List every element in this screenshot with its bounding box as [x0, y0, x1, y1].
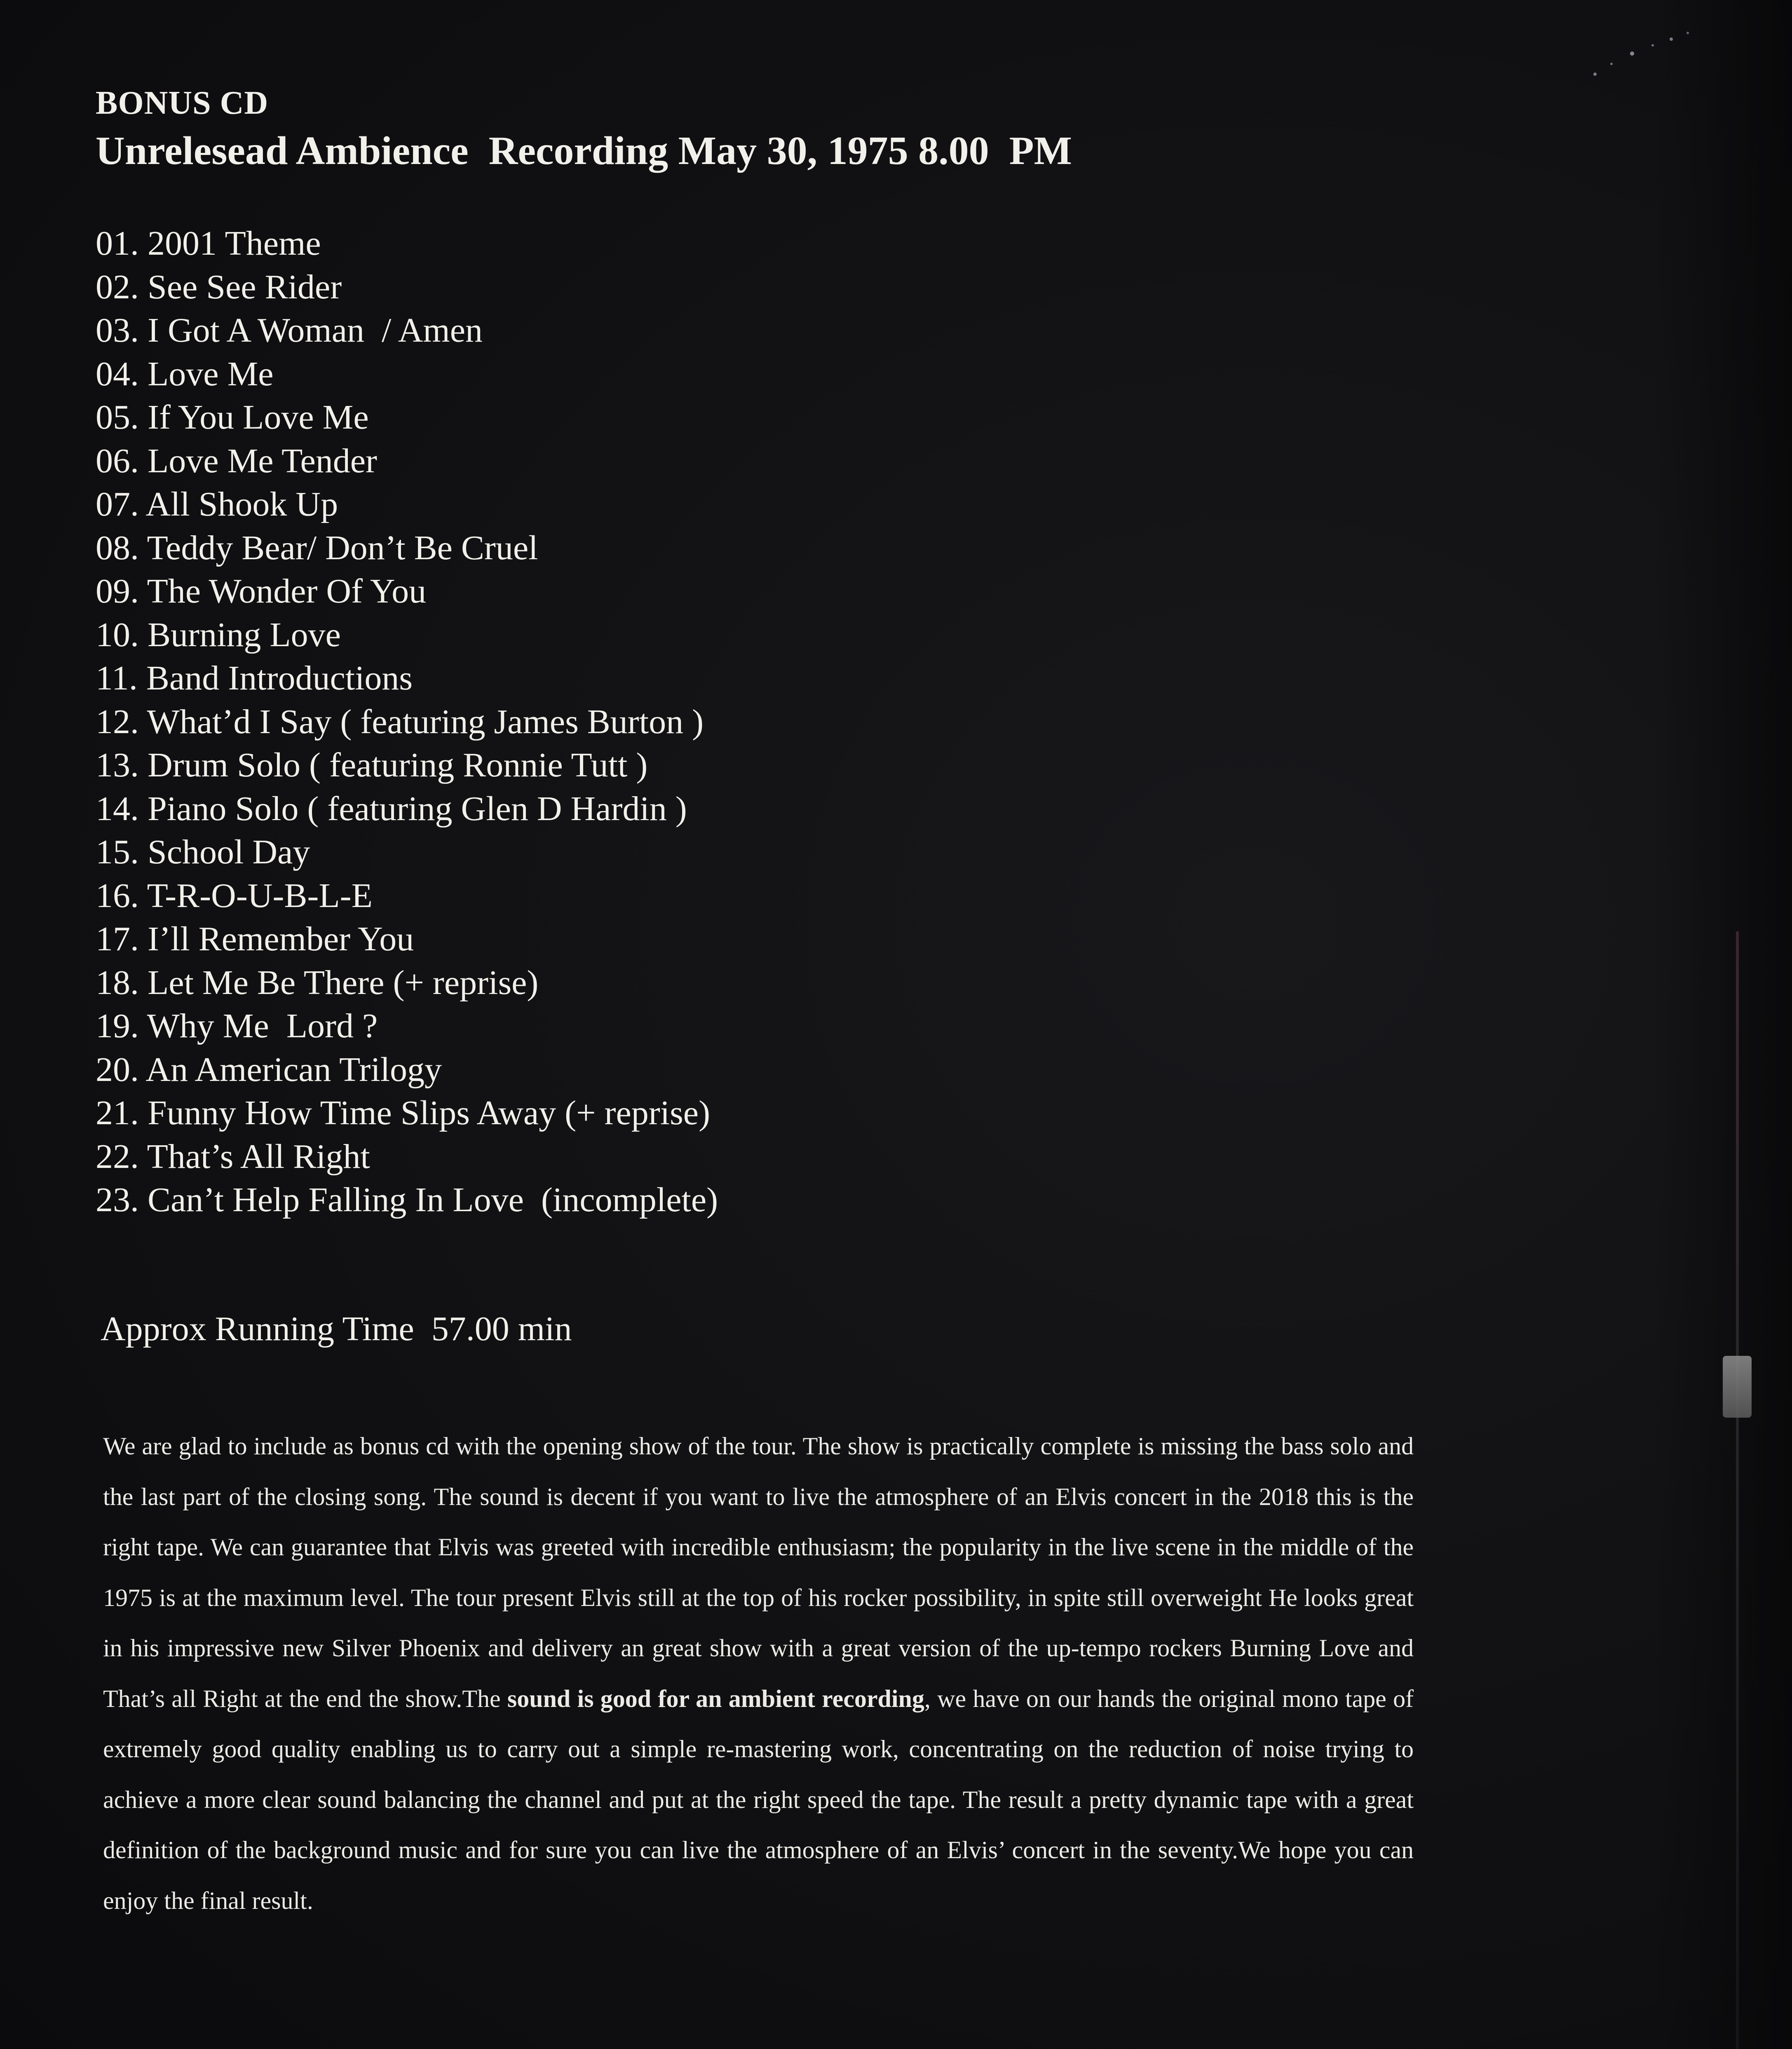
- track-item: 11. Band Introductions: [96, 659, 413, 697]
- track-item: 03. I Got A Woman / Amen: [96, 311, 483, 349]
- track-item: 01. 2001 Theme: [96, 224, 321, 263]
- track-item: 18. Let Me Be There (+ reprise): [96, 963, 539, 1002]
- track-item: 14. Piano Solo ( featuring Glen D Hardin ): [96, 789, 687, 828]
- running-time: Approx Running Time 57.00 min: [101, 1310, 572, 1348]
- description-paragraph: [103, 1421, 1414, 1926]
- description-text-start: We are glad to include as bonus cd with the opening show of the tour. The show is practically complete is missing the bass solo and the last part of the closing song. The sound is decent if you want to live the atmosphere of an Elvis concert in the 2018 this is the right tape. We can guarantee that Elvis was greeted with incredible enthusiasm; the popularity in the live scene in the middle of the 1975 is at the maximum level. The tour present Elvis still at the top of his rocker possibility, in spite still overweight He looks great in his impressive new Silver Phoenix and delivery an great show with a great version of the up-tempo rockers Burning Love and That’s all Right at the end the show.The: [103, 1432, 1414, 1712]
- track-item: 02. See See Rider: [96, 267, 342, 306]
- track-item: 06. Love Me Tender: [96, 441, 378, 480]
- track-item: 21. Funny How Time Slips Away (+ reprise): [96, 1094, 711, 1132]
- background-lamp-pole: [1736, 931, 1739, 2049]
- bonus-cd-title: BONUS CD: [96, 85, 269, 121]
- track-item: 12. What’d I Say ( featuring James Burton ): [96, 702, 704, 741]
- description-bold-phrase: sound is good for an ambient recording: [507, 1685, 924, 1712]
- track-item: 04. Love Me: [96, 354, 274, 393]
- track-item: 20. An American Trilogy: [96, 1050, 442, 1089]
- description-text-end: , we have on our hands the original mono tape of extremely good quality enabling us to carry out a simple re-mastering work, concentrating on the reduction of noise trying to achieve a more clear sound balancing the channel and put at the right speed the tape. The result a pretty dynamic tape with a great definition of the background music and for sure you can live the atmosphere of an Elvis’ concert in the seventy.We hope you can enjoy the final result.: [103, 1685, 1414, 1914]
- track-item: 13. Drum Solo ( featuring Ronnie Tutt ): [96, 746, 648, 784]
- recording-subtitle: Unrelesead Ambience Recording May 30, 1975 8.00 PM: [96, 129, 1072, 173]
- header: [96, 82, 1538, 177]
- track-item: 23. Can’t Help Falling In Love (incomplete): [96, 1181, 718, 1219]
- track-item: 10. Burning Love: [96, 615, 341, 654]
- track-item: 07. All Shook Up: [96, 485, 338, 523]
- track-item: 09. The Wonder Of You: [96, 572, 427, 610]
- track-item: 08. Teddy Bear/ Don’t Be Cruel: [96, 528, 538, 567]
- track-item: 22. That’s All Right: [96, 1137, 370, 1176]
- track-list: [96, 222, 718, 1222]
- background-shade: [1652, 0, 1792, 2049]
- background-lamp: [1723, 1356, 1752, 1418]
- track-item: 15. School Day: [96, 833, 310, 871]
- track-item: 17. I’ll Remember You: [96, 920, 414, 958]
- track-item: 19. Why Me Lord ?: [96, 1007, 378, 1045]
- background-stars: [1583, 25, 1698, 87]
- track-item: 05. If You Love Me: [96, 398, 369, 436]
- track-item: 16. T-R-O-U-B-L-E: [96, 876, 373, 915]
